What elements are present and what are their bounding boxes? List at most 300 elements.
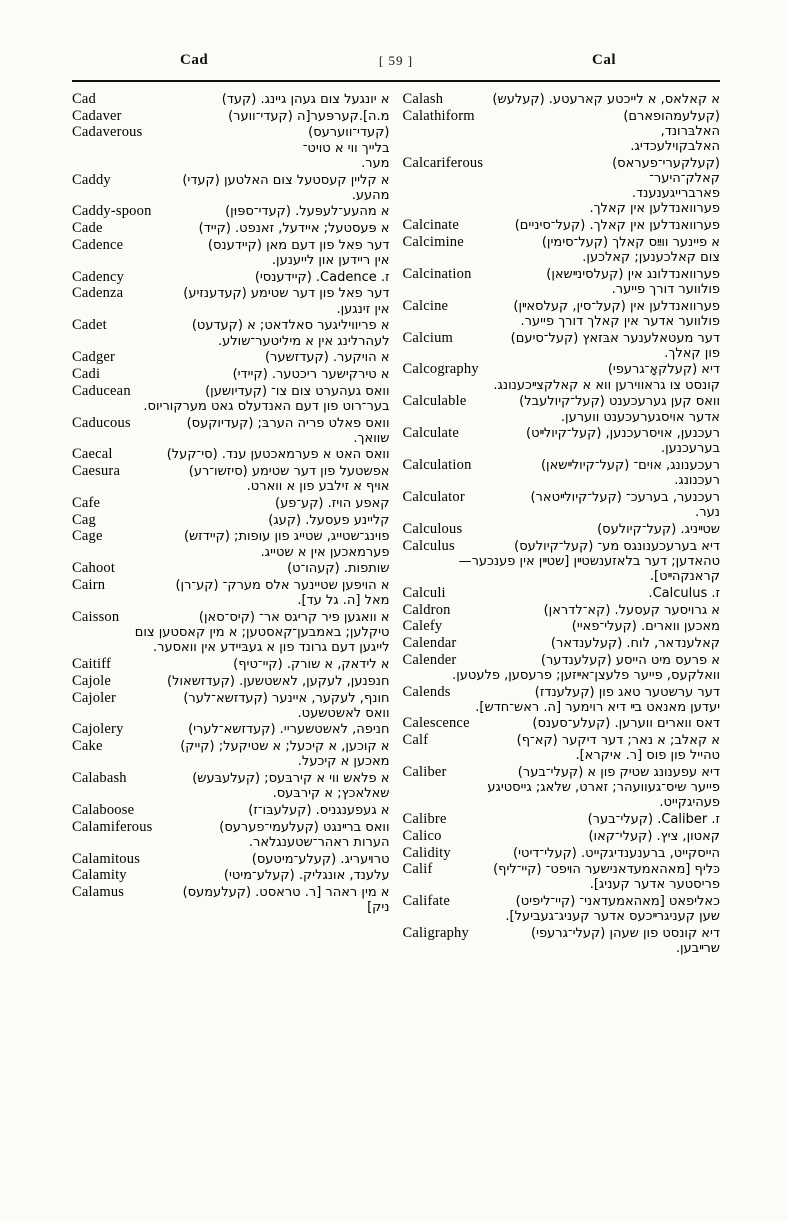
entry-definition-first-line: קאטון, ציץ. (קעלי־קאו) xyxy=(588,828,720,844)
dictionary-entry xyxy=(403,636,721,651)
dictionary-entry xyxy=(403,846,721,861)
dictionary-entry xyxy=(403,812,721,827)
entry-definition-line: שרײבען. xyxy=(675,941,720,957)
dictionary-entry xyxy=(403,733,721,763)
entry-definition-first-line: דער פאל פון דער שטימע (קעדענזיע) xyxy=(183,286,390,302)
dictionary-entry xyxy=(72,125,390,171)
entry-head-line xyxy=(72,464,390,479)
entry-definition-first-line: א הויפען שטיינער אלס מערק־ (קע־רן) xyxy=(175,578,390,594)
entry-definition-line: ניק] xyxy=(367,900,390,916)
dictionary-entry xyxy=(72,578,390,608)
entry-definition-line: בערעכנען. xyxy=(660,441,720,457)
entry-headword: Caldron xyxy=(402,601,451,618)
entry-definition-first-line: א קליין קעסטעל צום האלטען (קעדי) xyxy=(182,172,390,188)
entry-definition-first-line: א פרעס מיט הייסע (קעלענדער) xyxy=(540,652,720,668)
entry-head-line xyxy=(403,586,721,601)
entry-headword: Cahoot xyxy=(72,560,116,577)
entry-headword: Calathiform xyxy=(402,107,475,124)
entry-definition-line: טהייל פון פוס [ר. איקרא]. xyxy=(575,748,720,764)
dictionary-entry xyxy=(72,238,390,268)
entry-headword: Calabash xyxy=(72,770,127,787)
dictionary-entry xyxy=(72,674,390,689)
entry-head-line xyxy=(72,674,390,689)
entry-definition-line: וואס לאשטשעט. xyxy=(297,705,390,721)
dictionary-entry xyxy=(72,416,390,446)
entry-headword: Calaboose xyxy=(72,801,135,818)
entry-definition-line: פערוואנדלען אין קאלך. xyxy=(589,201,720,217)
entry-definition-first-line: קליינע פעסעל. (קעג) xyxy=(268,512,390,528)
entry-definition-first-line: טרױעריג. (קעלע־מיטעס) xyxy=(251,851,390,867)
entry-head-line xyxy=(403,426,721,441)
entry-head-line xyxy=(403,926,721,941)
dictionary-entry xyxy=(72,109,390,124)
dictionary-entry xyxy=(72,384,390,414)
dictionary-entry xyxy=(72,496,390,511)
entry-head-line xyxy=(403,619,721,634)
entry-definition-first-line: חנפנען, לעקען, לאשטשען. (קעדזשאול) xyxy=(167,673,390,689)
dictionary-entry xyxy=(403,539,721,585)
dictionary-entry xyxy=(403,156,721,217)
entry-definition-first-line: א מהעע־לעפּעל. (קעדי־ספּוּן) xyxy=(225,204,390,220)
entry-headword: Calculate xyxy=(402,425,460,442)
entry-headword: Caitiff xyxy=(72,656,111,673)
entry-definition-first-line: מאכען ווארים. (קעלי־פאיי) xyxy=(571,619,720,635)
entry-definition-first-line: (קעדי־ווערעס) xyxy=(308,125,390,141)
entry-definition-line: מער. xyxy=(361,155,390,171)
entry-definition-first-line: וואס קען גערעכענט (קעל־קיולעבל) xyxy=(519,394,720,410)
entry-head-line xyxy=(403,522,721,537)
dictionary-entry xyxy=(72,722,390,737)
dictionary-entry xyxy=(403,458,721,488)
entry-definition-first-line: (קעלעמהופארם) xyxy=(623,108,720,124)
entry-head-line xyxy=(72,722,390,737)
dictionary-entry xyxy=(72,367,390,382)
dictionary-entry xyxy=(403,619,721,634)
entry-head-line xyxy=(72,125,390,140)
entry-headword: Calcinate xyxy=(402,217,460,234)
entry-definition-first-line: ז. Cadence. (קיידענסי) xyxy=(254,269,390,285)
entry-definition-line: בער־רוט פון דעם האנדעלס גאט מערקוריוס. xyxy=(143,398,390,414)
entry-head-line xyxy=(72,221,390,236)
entry-definition-first-line: א קאלב; א נאר; דער דיקער (קא־ף) xyxy=(516,733,720,749)
entry-head-line xyxy=(72,513,390,528)
dictionary-entry xyxy=(72,561,390,576)
entry-definition-line: פערמאכען אין א שטייג. xyxy=(260,544,390,560)
entry-headword: Calends xyxy=(402,683,451,700)
entry-definition-first-line: רעכנען, אויסרעכנען, (קעל־קיולײט) xyxy=(526,426,720,442)
entry-definition-line: מהעע. xyxy=(351,187,390,203)
entry-headword: Calefy xyxy=(402,618,443,635)
entry-definition-first-line: א מין ראהר [ר. טראסט. (קעלעמעס) xyxy=(182,884,390,900)
entry-head-line xyxy=(403,156,721,171)
entry-head-line xyxy=(72,578,390,593)
entry-headword: Cadaver xyxy=(72,107,122,124)
entry-head-line xyxy=(72,350,390,365)
entry-definition-first-line: (קעלקערי־פעראס) xyxy=(612,155,720,171)
entry-head-line xyxy=(403,267,721,282)
column-left xyxy=(72,92,390,1122)
entry-head-line xyxy=(403,636,721,651)
entry-headword: Cadenza xyxy=(72,285,124,302)
entry-headword: Cade xyxy=(72,220,103,237)
text-columns xyxy=(72,92,720,1122)
entry-definition-line: לעהרלינג אין א מיליטער־שולע. xyxy=(218,333,390,349)
header-rule xyxy=(72,80,720,82)
entry-head-line xyxy=(403,235,721,250)
entry-headword: Califate xyxy=(402,893,450,910)
entry-definition-first-line: רעכענונג, אוים־ (קעל־קיולײשאן) xyxy=(540,458,720,474)
entry-head-line xyxy=(403,812,721,827)
entry-headword: Calculus xyxy=(402,537,455,554)
entry-definition-first-line: דיא קונסט פון שעהן (קעלי־גרעפי) xyxy=(531,926,720,942)
dictionary-entry xyxy=(403,490,721,520)
dictionary-entry xyxy=(403,716,721,731)
entry-definition-first-line: א פּעסטעל; איידעל, זאנפט. (קייד) xyxy=(198,221,390,237)
entry-headword: Cadaverous xyxy=(72,124,143,141)
entry-definition-first-line: א קוכען, א קיכעל; א שטיקעל; (קייק) xyxy=(180,739,390,755)
dictionary-entry xyxy=(403,522,721,537)
dictionary-entry xyxy=(72,221,390,236)
entry-definition-first-line: ז. Caliber. (קעלי־בער) xyxy=(587,812,720,828)
entry-head-line xyxy=(403,733,721,748)
entry-definition-first-line: קאפע הויז. (קע־פע) xyxy=(275,496,390,512)
entry-definition-first-line: עלענד, אונגליק. (קעלע־מיטי) xyxy=(223,868,390,884)
dictionary-entry xyxy=(403,267,721,297)
entry-definition-line: טיקלען; באמבען־קאסטען; א מין קאסטען צום xyxy=(134,625,390,641)
entry-head-line xyxy=(403,894,721,909)
entry-definition-line: צום קאלכענען; קאלכען. xyxy=(582,250,720,266)
entry-headword: Calamitous xyxy=(72,850,141,867)
entry-head-line xyxy=(403,218,721,233)
dictionary-entry xyxy=(72,447,390,462)
entry-definition-line: שוואך. xyxy=(353,430,390,446)
entry-definition-first-line: כאליפאט [מאהאמעדאני־ (קיי־ליפיט) xyxy=(515,894,720,910)
entry-definition-line: אויף א זילבע פון א ווארט. xyxy=(246,479,390,495)
entry-definition-first-line: וואס ברײנגט (קעלעמי־פערעס) xyxy=(219,819,390,835)
entry-head-line xyxy=(72,367,390,382)
entry-head-line xyxy=(403,653,721,668)
entry-headword: Calamus xyxy=(72,883,125,900)
entry-head-line xyxy=(403,716,721,731)
entry-headword: Caducous xyxy=(72,414,131,431)
entry-definition-first-line: וואס געהערט צום צו־ (קעדיושען) xyxy=(205,383,390,399)
entry-definition-first-line: א גרויסער קעסעל. (קא־לדראן) xyxy=(543,602,720,618)
entry-definition-line: מאכען א קיכעל. xyxy=(297,754,390,770)
entry-head-line xyxy=(403,862,721,877)
entry-definition-first-line: כּליף [מאהאמעדאנישער הױפט־ (קיי־ליף) xyxy=(493,862,720,878)
entry-headword: Cafe xyxy=(72,495,101,512)
entry-definition-first-line: א הויקער. (קעדזשער) xyxy=(264,350,390,366)
entry-definition-line: פולווער אדער אין קאלך דורך פייער. xyxy=(520,313,720,329)
entry-head-line xyxy=(72,204,390,219)
entry-definition-first-line: דיא בערעכענונגס מע־ (קעל־קיולעס) xyxy=(514,538,720,554)
entry-head-line xyxy=(403,539,721,554)
entry-head-line xyxy=(72,852,390,867)
entry-headword: Calf xyxy=(402,732,429,749)
entry-head-line xyxy=(72,739,390,754)
entry-definition-line: אין זינגען. xyxy=(336,301,390,317)
entry-definition-first-line: פוינג־שטייג, שטייג פון עופות; (קיידזש) xyxy=(183,529,390,545)
entry-definition-first-line: א לידאק, א שורק. (קיי־טיף) xyxy=(233,657,390,673)
dictionary-entry xyxy=(72,270,390,285)
entry-definition-line: טהאדען; דער בלאזענשטײן [שטײן אין פענכער— xyxy=(458,553,720,569)
dictionary-entry xyxy=(72,739,390,769)
dictionary-entry xyxy=(72,691,390,721)
entry-headword: Calculator xyxy=(402,489,465,506)
running-head-left: Cad xyxy=(180,52,209,68)
dictionary-entry xyxy=(72,286,390,316)
entry-head-line xyxy=(403,92,721,107)
running-head-right: Cal xyxy=(592,52,616,68)
entry-definition-line: פריסטער אדער קעניג]. xyxy=(589,877,720,893)
entry-definition-first-line: דער פאל פון דעם מאן (קיידענס) xyxy=(207,237,390,253)
entry-definition-first-line: דיא עפענונג שטיק פון א (קעלי־בער) xyxy=(517,765,720,781)
entry-head-line xyxy=(72,868,390,883)
entry-headword: Cadi xyxy=(72,365,101,382)
dictionary-entry xyxy=(403,862,721,892)
entry-head-line xyxy=(72,803,390,818)
entry-headword: Caddy xyxy=(72,171,111,188)
entry-definition-line: קאלק־היער־ xyxy=(649,171,720,187)
entry-definition-first-line: א קאלאס, א לייכטע קארעטע. (קעלעש) xyxy=(492,92,720,107)
entry-definition-line: שאלאכץ; א קירבּעס. xyxy=(272,786,390,802)
dictionary-entry xyxy=(403,92,721,107)
entry-head-line xyxy=(403,458,721,473)
entry-definition-first-line: דיא (קעלקאָ־גרעפי) xyxy=(607,362,720,378)
entry-head-line xyxy=(72,820,390,835)
entry-headword: Calcariferous xyxy=(402,154,484,171)
dictionary-entry xyxy=(403,603,721,618)
entry-definition-line: נער. xyxy=(695,505,720,521)
entry-head-line xyxy=(72,384,390,399)
column-right-entries xyxy=(403,92,721,956)
entry-headword: Caligraphy xyxy=(402,925,469,942)
entry-head-line xyxy=(403,299,721,314)
entry-headword: Calcography xyxy=(402,361,479,378)
entry-head-line xyxy=(72,447,390,462)
entry-definition-first-line: מ.ה].קערפּער[ה (קעדי־ווער) xyxy=(228,108,390,124)
entry-definition-first-line: וואס פאלט פריה הערבּ; (קעדיוקעס) xyxy=(186,415,390,431)
dictionary-entry xyxy=(72,513,390,528)
dictionary-entry xyxy=(72,885,390,915)
entry-headword: Calidity xyxy=(402,844,451,861)
dictionary-entry xyxy=(72,92,390,107)
entry-definition-first-line: אפשטעל פון דער שטימע (סיזשו־רע) xyxy=(188,464,390,480)
dictionary-entry xyxy=(72,173,390,203)
entry-definition-first-line: א יונגעל צום געהן גיינג. (קעד) xyxy=(221,92,390,107)
entry-head-line xyxy=(403,685,721,700)
entry-headword: Calif xyxy=(402,861,433,878)
dictionary-entry xyxy=(72,771,390,801)
entry-headword: Caesura xyxy=(72,463,121,480)
entry-definition-line: רעכנונג. xyxy=(674,473,720,489)
dictionary-entry xyxy=(403,362,721,392)
entry-definition-first-line: פערוואנדלען אין קאלך. (קעל־סיניים) xyxy=(514,218,720,234)
entry-definition-line: הערות ראהר־שטענגלאר. xyxy=(248,834,390,850)
entry-head-line xyxy=(72,286,390,301)
entry-definition-line: מאל [ה. גל עד]. xyxy=(297,593,390,609)
entry-definition-line: בלייך ווי א טויט־ xyxy=(302,140,390,156)
column-right xyxy=(403,92,721,1122)
entry-head-line xyxy=(72,691,390,706)
page-number: [ 59 ] xyxy=(378,53,414,68)
entry-headword: Cadency xyxy=(72,268,125,285)
entry-head-line xyxy=(403,109,721,124)
dictionary-entry xyxy=(403,685,721,715)
entry-definition-line: פייער שיס־געוועהר; זארט, שלאג; גייסטיגע xyxy=(487,780,720,796)
entry-head-line xyxy=(403,362,721,377)
dictionary-entry xyxy=(72,868,390,883)
entry-definition-line: פארברייגענענד. xyxy=(631,186,720,202)
entry-definition-first-line: פערוואנדלען אין (קעל־סין, קעלסאײן) xyxy=(513,298,720,314)
entry-headword: Calcium xyxy=(402,329,454,346)
entry-headword: Calcination xyxy=(402,265,472,282)
dictionary-entry xyxy=(72,529,390,559)
entry-headword: Cag xyxy=(72,511,96,528)
entry-headword: Caecal xyxy=(72,446,113,463)
entry-definition-line: האלבקוילעכדיג. xyxy=(630,139,720,155)
dictionary-entry xyxy=(403,653,721,683)
entry-head-line xyxy=(403,846,721,861)
entry-head-line xyxy=(403,765,721,780)
entry-definition-first-line: א פיינער ווײַס קאלך (קעל־סימין) xyxy=(541,234,720,250)
entry-head-line xyxy=(72,496,390,511)
dictionary-entry xyxy=(403,218,721,233)
entry-definition-line: קראנקהײט]. xyxy=(649,569,720,585)
entry-definition-first-line: דאס ווארים ווערען. (קעלע־סענס) xyxy=(532,716,720,732)
entry-definition-line: לייגען דעם גרונד פון א געבּיידע אין וואסער. xyxy=(153,640,390,656)
dictionary-entry xyxy=(72,318,390,348)
dictionary-entry xyxy=(403,299,721,329)
entry-definition-first-line: וואס האט א פערמאכטען ענד. (סי־קעל) xyxy=(166,447,390,463)
entry-definition-first-line: פערוואנדלונג אין (קעלסינײשאן) xyxy=(546,266,720,282)
entry-head-line xyxy=(72,416,390,431)
entry-headword: Cadet xyxy=(72,317,107,334)
entry-headword: Calcimine xyxy=(402,233,464,250)
dictionary-entry xyxy=(72,204,390,219)
dictionary-entry xyxy=(72,610,390,656)
entry-head-line xyxy=(72,657,390,672)
entry-headword: Caddy-spoon xyxy=(72,203,152,220)
entry-headword: Cajoler xyxy=(72,689,117,706)
entry-definition-line: יעדען מאנאט בײ דיא רוימער [ה. ראש־חדש]. xyxy=(475,699,720,715)
dictionary-entry xyxy=(403,765,721,811)
entry-head-line xyxy=(403,603,721,618)
entry-definition-line: פולווער דורך פייער. xyxy=(611,281,720,297)
entry-headword: Caducean xyxy=(72,382,131,399)
entry-definition-first-line: שותפות. (קעהו־ט) xyxy=(287,561,390,577)
entry-headword: Cajolery xyxy=(72,721,124,738)
entry-definition-first-line: הייסקייט, ברענענדיגקייט. (קעלי־דיטי) xyxy=(513,845,720,861)
dictionary-entry xyxy=(72,350,390,365)
entry-headword: Calamiferous xyxy=(72,818,153,835)
entry-definition-line: פעהיגקייט. xyxy=(659,795,720,811)
entry-definition-line: שען קעניגרײכעס אדער קעניג־געביעל]. xyxy=(505,909,720,925)
running-head xyxy=(72,52,720,76)
entry-headword: Calculi xyxy=(402,584,446,601)
entry-headword: Calendar xyxy=(402,634,457,651)
entry-head-line xyxy=(403,394,721,409)
dictionary-entry xyxy=(72,657,390,672)
entry-headword: Cairn xyxy=(72,577,106,594)
entry-headword: Calculation xyxy=(402,457,472,474)
dictionary-entry xyxy=(72,803,390,818)
entry-headword: Calash xyxy=(402,91,444,107)
entry-definition-first-line: א פלאש ווי א קירבּעס; (קעלעבּעש) xyxy=(192,771,390,787)
entry-definition-first-line: א טירקישער ריכטער. (קיידי) xyxy=(232,366,390,382)
entry-definition-first-line: רעכנער, בערעכ־ (קעל־קיולײטאר) xyxy=(530,490,720,506)
entry-headword: Cajole xyxy=(72,672,112,689)
entry-headword: Calender xyxy=(402,651,457,668)
entry-head-line xyxy=(72,318,390,333)
entry-definition-line: האלבּרונד, xyxy=(660,123,720,139)
entry-definition-first-line: שטײניג. (קעל־קיולעס) xyxy=(597,521,720,537)
entry-definition-first-line: דער מעטאלענער אבּזאץ (קעל־סיעם) xyxy=(510,330,720,346)
entry-headword: Cake xyxy=(72,738,103,755)
entry-head-line xyxy=(72,109,390,124)
entry-definition-first-line: א געפענגניס. (קעלעבּו־ז) xyxy=(248,802,390,818)
entry-definition-line: קונסט צו גראווירען ווא א קאלקצײכענונג. xyxy=(493,377,720,393)
dictionary-entry xyxy=(72,464,390,494)
entry-definition-line: פון קאלך. xyxy=(664,345,720,361)
entry-headword: Caisson xyxy=(72,609,120,625)
dictionary-entry xyxy=(403,394,721,424)
entry-definition-first-line: א וואגען פיר קריגס אר־ (קיס־סאן) xyxy=(198,610,390,625)
entry-head-line xyxy=(72,238,390,253)
dictionary-entry xyxy=(403,829,721,844)
dictionary-entry xyxy=(72,820,390,850)
entry-definition-line: אין ריידען און לייענען. xyxy=(271,253,390,269)
dictionary-entry xyxy=(403,235,721,265)
entry-definition-first-line: קאלענדאר, לוח. (קעלענדאר) xyxy=(550,635,720,651)
column-left-entries xyxy=(72,92,390,915)
dictionary-entry xyxy=(403,894,721,924)
entry-head-line xyxy=(72,270,390,285)
entry-definition-first-line: דער ערשטער טאג פון (קעלענדז) xyxy=(534,684,720,700)
entry-headword: Caliber xyxy=(402,764,447,781)
dictionary-entry xyxy=(403,586,721,601)
entry-head-line xyxy=(72,771,390,786)
dictionary-entry xyxy=(403,426,721,456)
entry-head-line xyxy=(72,561,390,576)
dictionary-entry xyxy=(72,852,390,867)
entry-headword: Cad xyxy=(72,91,96,107)
entry-headword: Calculous xyxy=(402,520,463,537)
entry-headword: Calescence xyxy=(402,715,470,732)
entry-headword: Cage xyxy=(72,528,103,545)
entry-head-line xyxy=(403,331,721,346)
entry-headword: Cadger xyxy=(72,349,116,366)
entry-head-line xyxy=(72,885,390,900)
entry-definition-line: אדער אויסגערעכענט ווערען. xyxy=(560,409,720,425)
entry-head-line xyxy=(403,490,721,505)
entry-head-line xyxy=(72,173,390,188)
entry-head-line xyxy=(72,92,390,107)
entry-head-line xyxy=(72,610,390,625)
entry-headword: Calculable xyxy=(402,393,467,410)
dictionary-entry xyxy=(403,109,721,155)
entry-headword: Calamity xyxy=(72,867,127,884)
entry-definition-line: וואלקעס, פייער פלעצן־אײזען; פרעסען, פלעטען. xyxy=(452,667,720,683)
entry-head-line xyxy=(72,529,390,544)
entry-headword: Calcine xyxy=(402,297,449,314)
dictionary-entry xyxy=(403,331,721,361)
entry-definition-first-line: ז. Calculus. xyxy=(648,585,720,601)
dictionary-entry xyxy=(403,926,721,956)
entry-headword: Calico xyxy=(402,827,442,844)
entry-definition-first-line: חניפה, לאשטשעריי. (קעדזשא־לערי) xyxy=(188,722,390,738)
entry-headword: Calibre xyxy=(402,811,447,828)
